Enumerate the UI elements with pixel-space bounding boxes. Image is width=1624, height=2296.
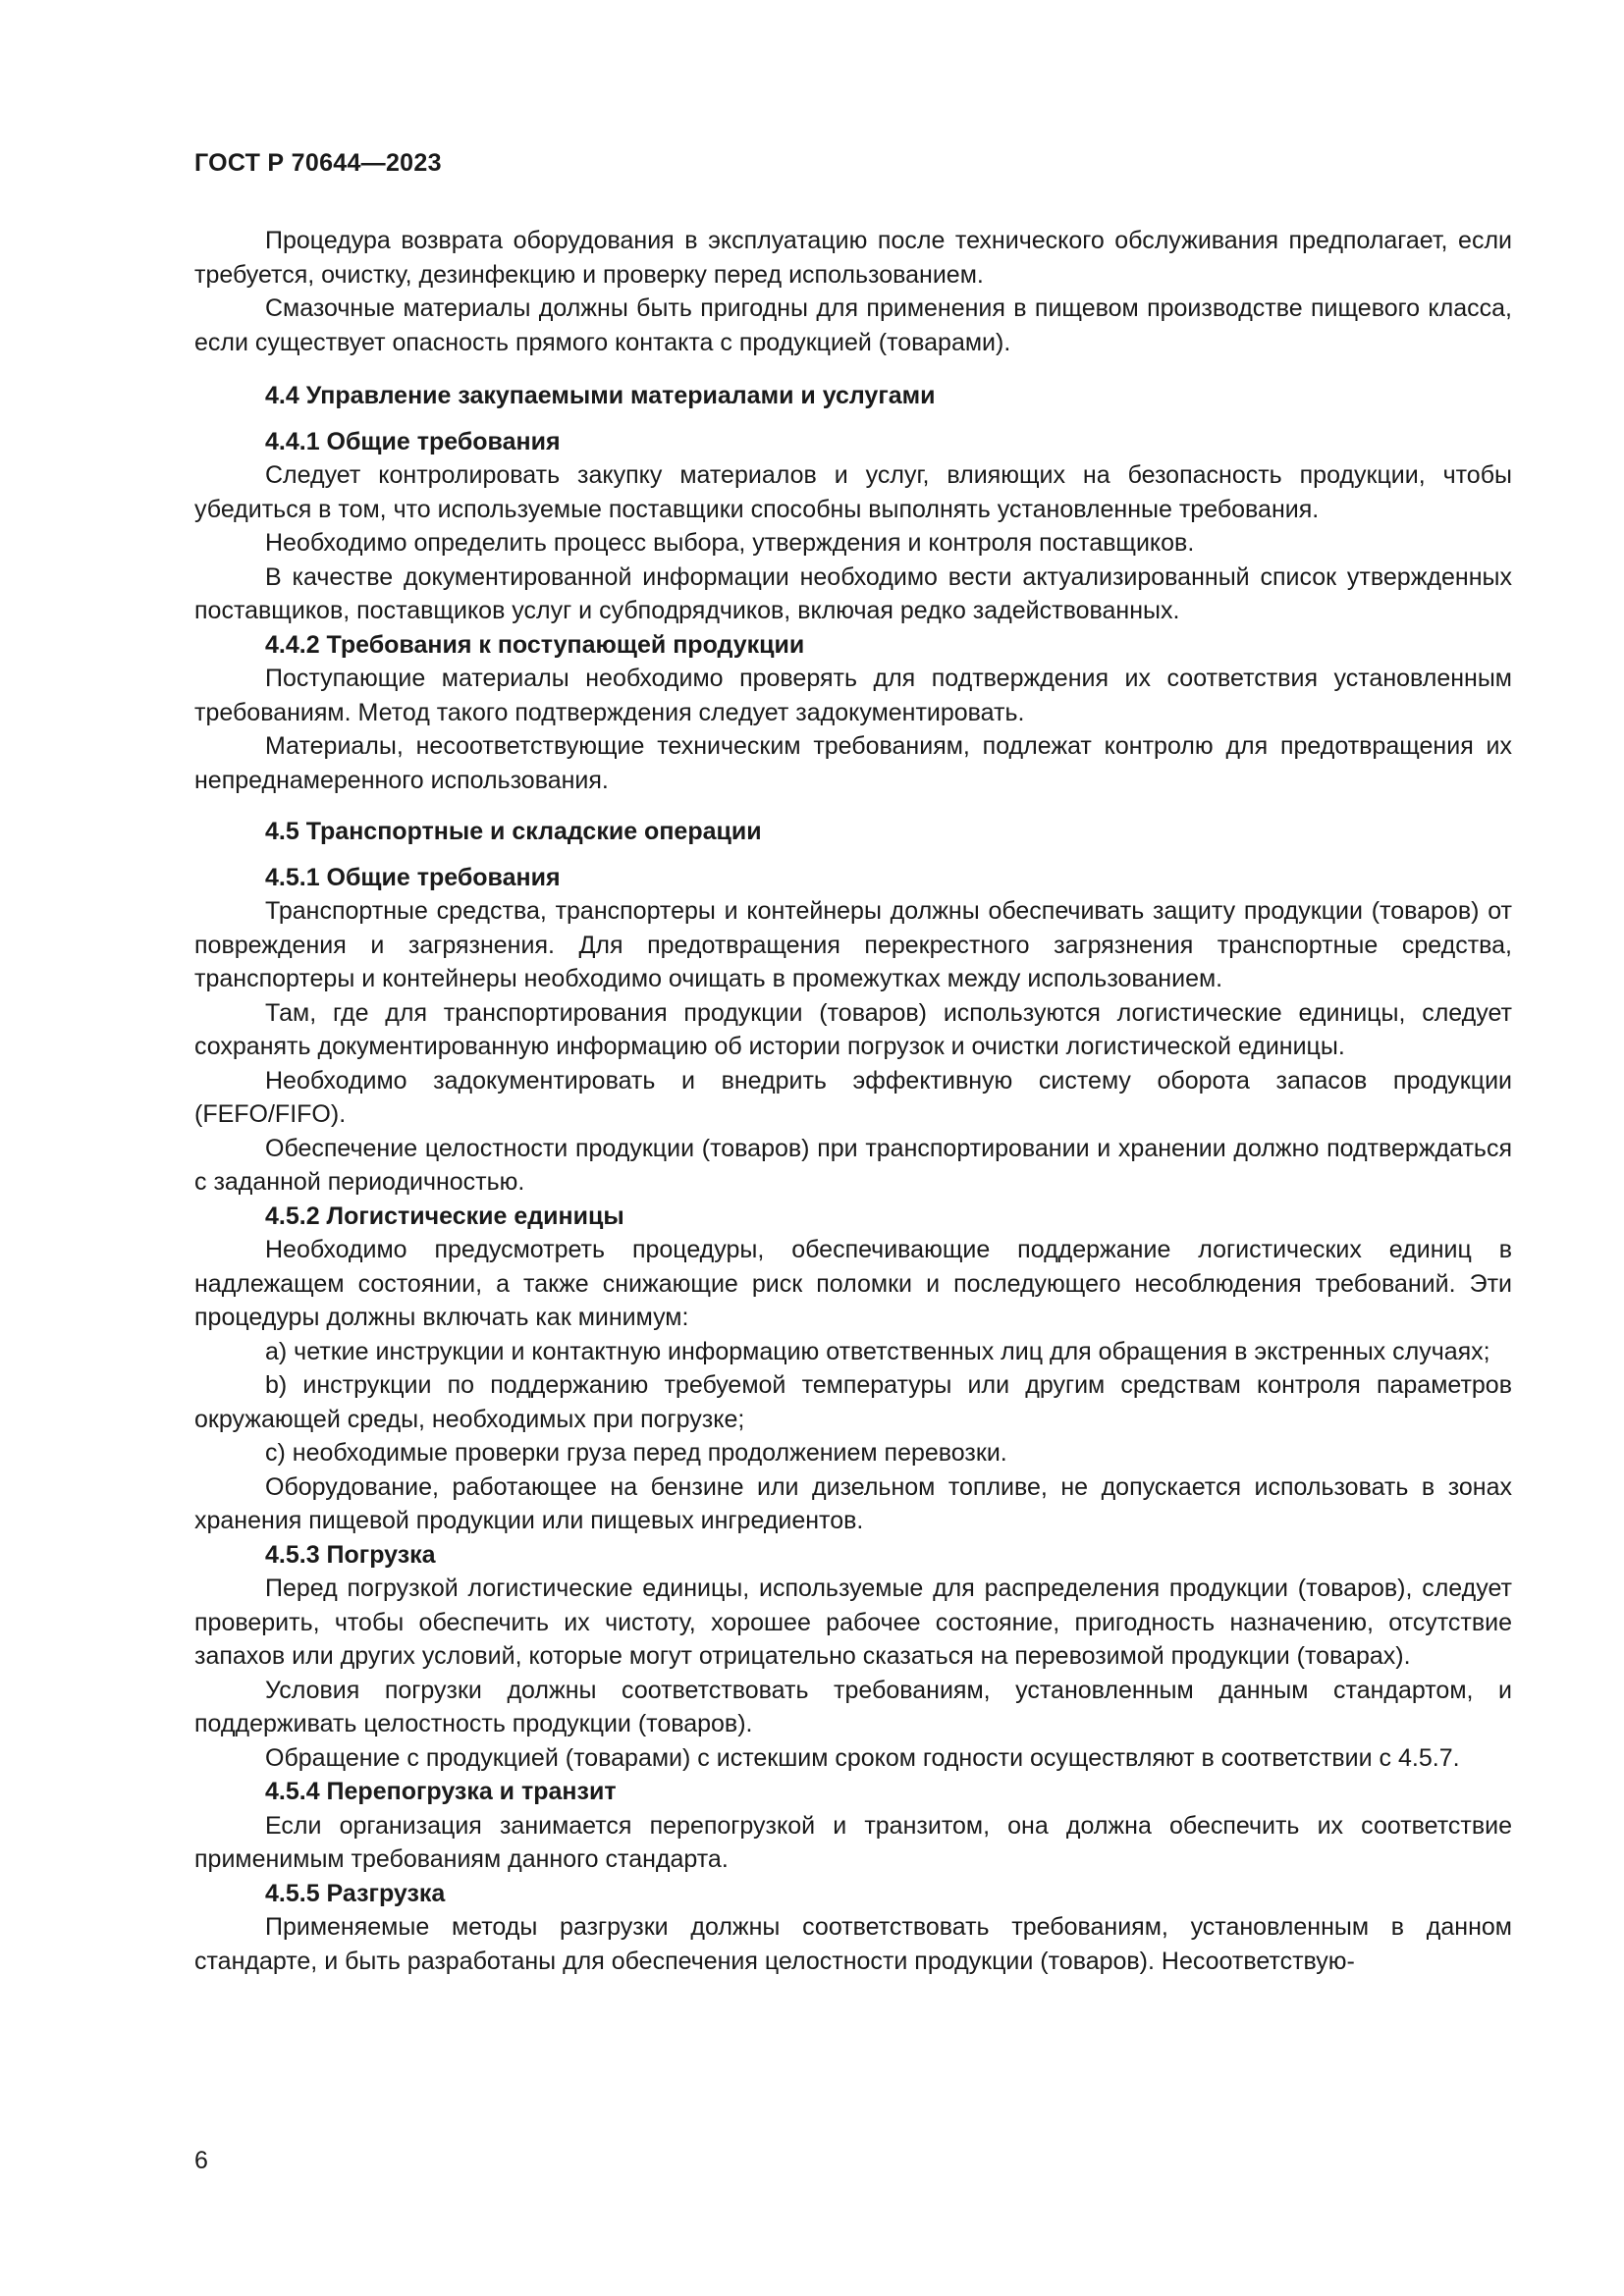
- subsection-heading-4-5-1: 4.5.1 Общие требования: [265, 863, 561, 891]
- paragraph: Обеспечение целостности продукции (товаров) при транспортировании и хранении должно подтверждаться с заданной периодичностью.: [194, 1134, 1512, 1196]
- paragraph: Материалы, несоответствующие техническим требованиям, подлежат контролю для предотвращения их непреднамеренного использования.: [194, 732, 1512, 794]
- paragraph: Применяемые методы разгрузки должны соответствовать требованиям, установленным в данном стандарте, и быть разработаны для обеспечения целостности продукции (товаров). Несоответствую-: [194, 1913, 1512, 1975]
- subsection-heading-4-5-3: 4.5.3 Погрузка: [265, 1540, 436, 1569]
- subsection-heading-4-4-1: 4.4.1 Общие требования: [265, 427, 561, 455]
- paragraph: Необходимо предусмотреть процедуры, обеспечивающие поддержание логистических единиц в надлежащем состоянии, а также снижающие риск поломки и последующего несоблюдения требований. Эти процедуры должны включать как минимум:: [194, 1236, 1512, 1331]
- paragraph: Процедура возврата оборудования в эксплуатацию после технического обслуживания предполагает, если требуется, очистку, дезинфекцию и проверку перед использованием.: [194, 227, 1512, 289]
- document-body: [194, 224, 1512, 1978]
- paragraph: Перед погрузкой логистические единицы, используемые для распределения продукции (товаров), следует проверить, чтобы обеспечить их чистоту, хорошее рабочее состояние, пригодность назначению, отсутствие запахов или других условий, которые могут отрицательно сказаться на перевозимой продукции (товарах).: [194, 1575, 1512, 1670]
- paragraph: Смазочные материалы должны быть пригодны для применения в пищевом производстве пищевого класса, если существует опасность прямого контакта с продукцией (товарами).: [194, 294, 1512, 356]
- list-item-c: c) необходимые проверки груза перед продолжением перевозки.: [265, 1439, 1007, 1467]
- paragraph: Транспортные средства, транспортеры и контейнеры должны обеспечивать защиту продукции (товаров) от повреждения и загрязнения. Для предотвращения перекрестного загрязнения транспортные средства, транспортеры и контейнеры необходимо очищать в промежутках между использованием.: [194, 897, 1512, 992]
- paragraph: Поступающие материалы необходимо проверять для подтверждения их соответствия установленным требованиям. Метод такого подтверждения следует задокументировать.: [194, 665, 1512, 726]
- document-code: ГОСТ Р 70644—2023: [194, 149, 442, 177]
- subsection-heading-4-4-2: 4.4.2 Требования к поступающей продукции: [265, 630, 805, 659]
- paragraph: Необходимо определить процесс выбора, утверждения и контроля поставщиков.: [265, 529, 1195, 557]
- paragraph: Необходимо задокументировать и внедрить эффективную систему оборота запасов продукции (FEFO/FIFO).: [194, 1066, 1512, 1128]
- paragraph: Обращение с продукцией (товарами) с истекшим сроком годности осуществляют в соответствии с 4.5.7.: [265, 1743, 1460, 1772]
- paragraph: Если организация занимается перепогрузкой и транзитом, она должна обеспечить их соответствие применимым требованиям данного стандарта.: [194, 1811, 1512, 1873]
- page-number: 6: [194, 2147, 208, 2174]
- subsection-heading-4-5-5: 4.5.5 Разгрузка: [265, 1879, 446, 1907]
- section-heading-4-5: 4.5 Транспортные и складские операции: [265, 818, 762, 845]
- paragraph: В качестве документированной информации необходимо вести актуализированный список утвержденных поставщиков, поставщиков услуг и субподрядчиков, включая редко задействованных.: [194, 562, 1512, 624]
- paragraph: Там, где для транспортирования продукции (товаров) используются логистические единицы, следует сохранять документированную информацию об истории погрузок и очистки логистической единицы.: [194, 998, 1512, 1060]
- list-item-b: b) инструкции по поддержанию требуемой температуры или другим средствам контроля параметров окружающей среды, необходимых при погрузке;: [194, 1371, 1512, 1433]
- paragraph: Следует контролировать закупку материалов и услуг, влияющих на безопасность продукции, чтобы убедиться в том, что используемые поставщики способны выполнять установленные требования.: [194, 461, 1512, 523]
- subsection-heading-4-5-4: 4.5.4 Перепогрузка и транзит: [265, 1778, 617, 1805]
- paragraph: Оборудование, работающее на бензине или дизельном топливе, не допускается использовать в зонах хранения пищевой продукции или пищевых ингредиентов.: [194, 1472, 1512, 1534]
- subsection-heading-4-5-2: 4.5.2 Логистические единицы: [265, 1201, 624, 1230]
- list-item-a: a) четкие инструкции и контактную информацию ответственных лиц для обращения в экстренных случаях;: [265, 1337, 1490, 1365]
- paragraph: Условия погрузки должны соответствовать требованиям, установленным данным стандартом, и поддерживать целостность продукции (товаров).: [194, 1676, 1512, 1737]
- section-heading-4-4: 4.4 Управление закупаемыми материалами и услугами: [265, 382, 936, 409]
